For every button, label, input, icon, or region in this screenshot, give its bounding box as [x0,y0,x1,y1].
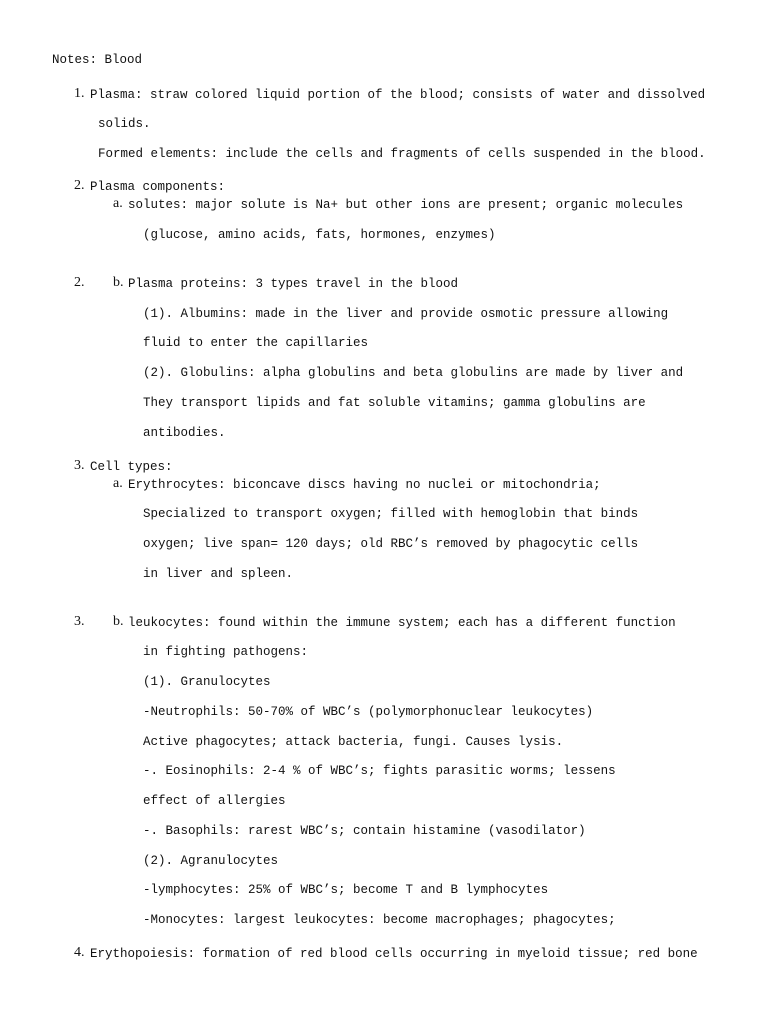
section-4-line-1: Erythopoiesis: formation of red blood cells occurring in myeloid tissue; red bone [90,947,698,961]
section-3b-line: -. Basophils: rarest WBC’s; contain histamine (vasodilator) [143,824,586,838]
section-2b-number: 2. [74,275,85,290]
section-3b-line: (1). Granulocytes [143,675,271,689]
section-2b-line-1: Plasma proteins: 3 types travel in the blood [128,277,459,291]
section-2b-line: antibodies. [143,426,226,440]
section-3a-marker: a. [113,476,123,491]
section-2b-marker: b. [113,275,124,290]
section-1-line-3: Formed elements: include the cells and fragments of cells suspended in the blood. [98,147,706,161]
section-2b-line: They transport lipids and fat soluble vitamins; gamma globulins are [143,396,646,410]
section-1-line-2: solids. [98,117,151,131]
section-2b-line: fluid to enter the capillaries [143,336,369,350]
section-3a-line: oxygen; live span= 120 days; old RBC’s removed by phagocytic cells [143,537,639,551]
section-3-heading: Cell types: [90,460,173,474]
document-title: Notes: Blood [52,53,143,67]
section-2b-line: (1). Albumins: made in the liver and provide osmotic pressure allowing [143,307,669,321]
section-3b-line: -lymphocytes: 25% of WBC’s; become T and B lymphocytes [143,883,549,897]
section-3b-line: -. Eosinophils: 2-4 % of WBC’s; fights parasitic worms; lessens [143,764,616,778]
section-3b-line: Active phagocytes; attack bacteria, fungi. Causes lysis. [143,735,564,749]
section-3b-line: -Monocytes: largest leukocytes: become macrophages; phagocytes; [143,913,616,927]
section-3a-line-1: Erythrocytes: biconcave discs having no nuclei or mitochondria; [128,478,601,492]
section-2a-line-2: (glucose, amino acids, fats, hormones, enzymes) [143,228,496,242]
section-4-number: 4. [74,945,85,960]
section-3b-line: (2). Agranulocytes [143,854,279,868]
section-3b-line: effect of allergies [143,794,286,808]
section-2a-line-1: solutes: major solute is Na+ but other ions are present; organic molecules [128,198,684,212]
section-2-heading: Plasma components: [90,180,226,194]
section-3b-line: -Neutrophils: 50-70% of WBC’s (polymorphonuclear leukocytes) [143,705,594,719]
section-3b-marker: b. [113,614,124,629]
section-3a-line: in liver and spleen. [143,567,294,581]
section-3b-line: in fighting pathogens: [143,645,309,659]
section-2b-line: (2). Globulins: alpha globulins and beta globulins are made by liver and [143,366,684,380]
section-1-number: 1. [74,86,85,101]
section-3b-line-1: leukocytes: found within the immune system; each has a different function [128,616,676,630]
section-2-number: 2. [74,178,85,193]
section-3-number: 3. [74,458,85,473]
section-3b-number: 3. [74,614,85,629]
section-1-line-1: Plasma: straw colored liquid portion of the blood; consists of water and dissolved [90,88,706,102]
section-3a-line: Specialized to transport oxygen; filled with hemoglobin that binds [143,507,639,521]
section-2a-marker: a. [113,196,123,211]
